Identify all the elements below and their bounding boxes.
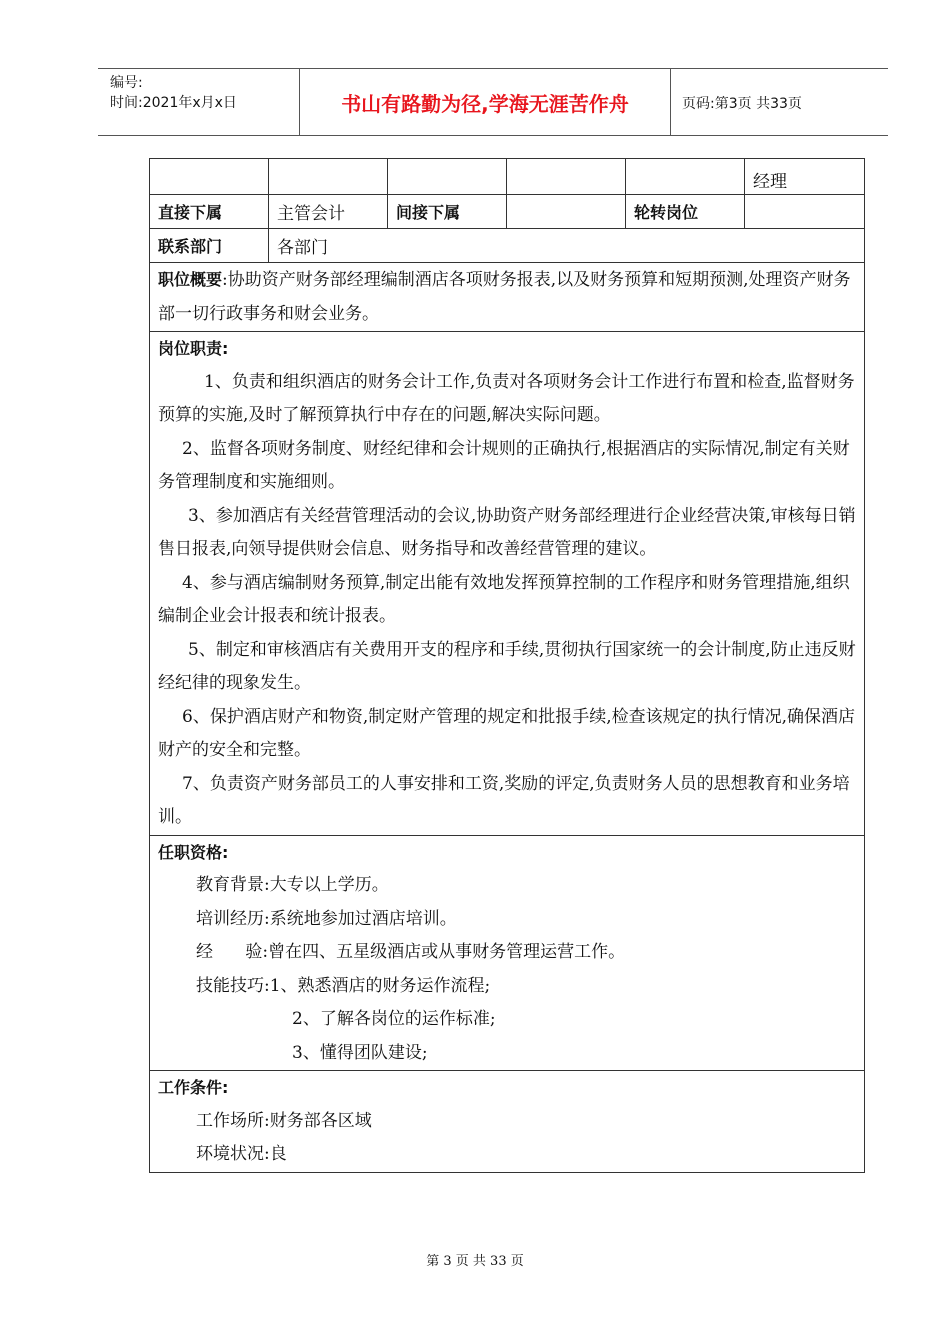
table-cell <box>507 159 626 195</box>
table-row <box>150 1071 865 1173</box>
table-cell <box>626 159 745 195</box>
overview-label: 职位概要 <box>158 270 223 289</box>
environment-line: 环境状况:良 <box>196 1144 287 1164</box>
header-motto: 书山有路勤为径,学海无涯苦作舟 <box>341 91 629 116</box>
doc-number-label: 编号: <box>110 75 143 91</box>
table-cell <box>269 159 388 195</box>
table-cell <box>150 159 269 195</box>
table-row <box>150 332 865 836</box>
qualifications-title: 任职资格: <box>158 842 229 862</box>
overview-section <box>150 263 865 332</box>
duty-item: 2、监督各项财务制度、财经纪律和会计规则的正确执行,根据酒店的实际情况,制定有关财务管理制度和实施细则。 <box>158 438 850 492</box>
duty-item: 3、参加酒店有关经营管理活动的会议,协助资产财务部经理进行企业经营决策,审核每日销售日报表,向领导提供财会信息、财务指导和改善经营管理的建议。 <box>158 505 856 559</box>
table-row <box>150 159 865 195</box>
direct-subordinate-value: 主管会计 <box>269 195 388 229</box>
doc-time-label: 时间:2021年x月x日 <box>110 95 237 111</box>
duties-section <box>150 332 865 836</box>
skills-line: 3、懂得团队建设; <box>292 1042 428 1063</box>
rotation-post-value <box>745 195 865 229</box>
table-row <box>150 195 865 229</box>
duty-item: 1、负责和组织酒店的财务会计工作,负责对各项财务会计工作进行布置和检查,监督财务预算的实施,及时了解预算执行中存在的问题,解决实际问题。 <box>158 371 855 425</box>
duty-item: 5、制定和审核酒店有关费用开支的程序和手续,贯彻执行国家统一的会计制度,防止违反财经纪律的现象发生。 <box>158 639 856 693</box>
header-page-label: 页码:第3页 共33页 <box>682 96 802 112</box>
indirect-subordinate-label: 间接下属 <box>388 195 507 229</box>
indirect-subordinate-value <box>507 195 626 229</box>
duties-title: 岗位职责: <box>158 339 229 358</box>
direct-subordinate-label: 直接下属 <box>150 195 269 229</box>
header-divider <box>670 69 671 135</box>
overview-text: :协助资产财务部经理编制酒店各项财务报表,以及财务预算和短期预测,处理资产财务部一切行政事务和财会业务。 <box>158 270 851 324</box>
duty-item: 6、保护酒店财产和物资,制定财产管理的规定和批报手续,检查该规定的执行情况,确保酒店财产的安全和完整。 <box>158 706 856 760</box>
table-row <box>150 229 865 263</box>
table-row <box>150 263 865 332</box>
experience-line: 经 验:曾在四、五星级酒店或从事财务管理运营工作。 <box>196 942 626 962</box>
contact-dept-value: 各部门 <box>269 229 865 263</box>
work-place-line: 工作场所:财务部各区域 <box>196 1110 372 1131</box>
conditions-title: 工作条件: <box>158 1078 229 1097</box>
contact-dept-label: 联系部门 <box>150 229 269 263</box>
conditions-section <box>150 1071 865 1173</box>
rotation-post-label: 轮转岗位 <box>626 195 745 229</box>
skills-line: 技能技巧:1、熟悉酒店的财务运作流程; <box>196 975 491 996</box>
table-row <box>150 835 865 1071</box>
table-cell <box>388 159 507 195</box>
qualifications-section <box>150 835 865 1071</box>
position-title-cell: 经理 <box>745 159 865 195</box>
duty-item: 7、负责资产财务部员工的人事安排和工资,奖励的评定,负责财务人员的思想教育和业务培训。 <box>158 773 850 827</box>
skills-line: 2、了解各岗位的运作标准; <box>292 1009 496 1029</box>
page-header <box>98 68 888 136</box>
training-line: 培训经历:系统地参加过酒店培训。 <box>196 908 457 929</box>
duty-item: 4、参与酒店编制财务预算,制定出能有效地发挥预算控制的工作程序和财务管理措施,组织编制企业会计报表和统计报表。 <box>158 572 850 626</box>
job-description-table <box>149 158 865 1173</box>
header-meta <box>110 73 237 113</box>
education-line: 教育背景:大专以上学历。 <box>196 875 389 895</box>
page-footer: 第 3 页 共 33 页 <box>426 1254 524 1269</box>
